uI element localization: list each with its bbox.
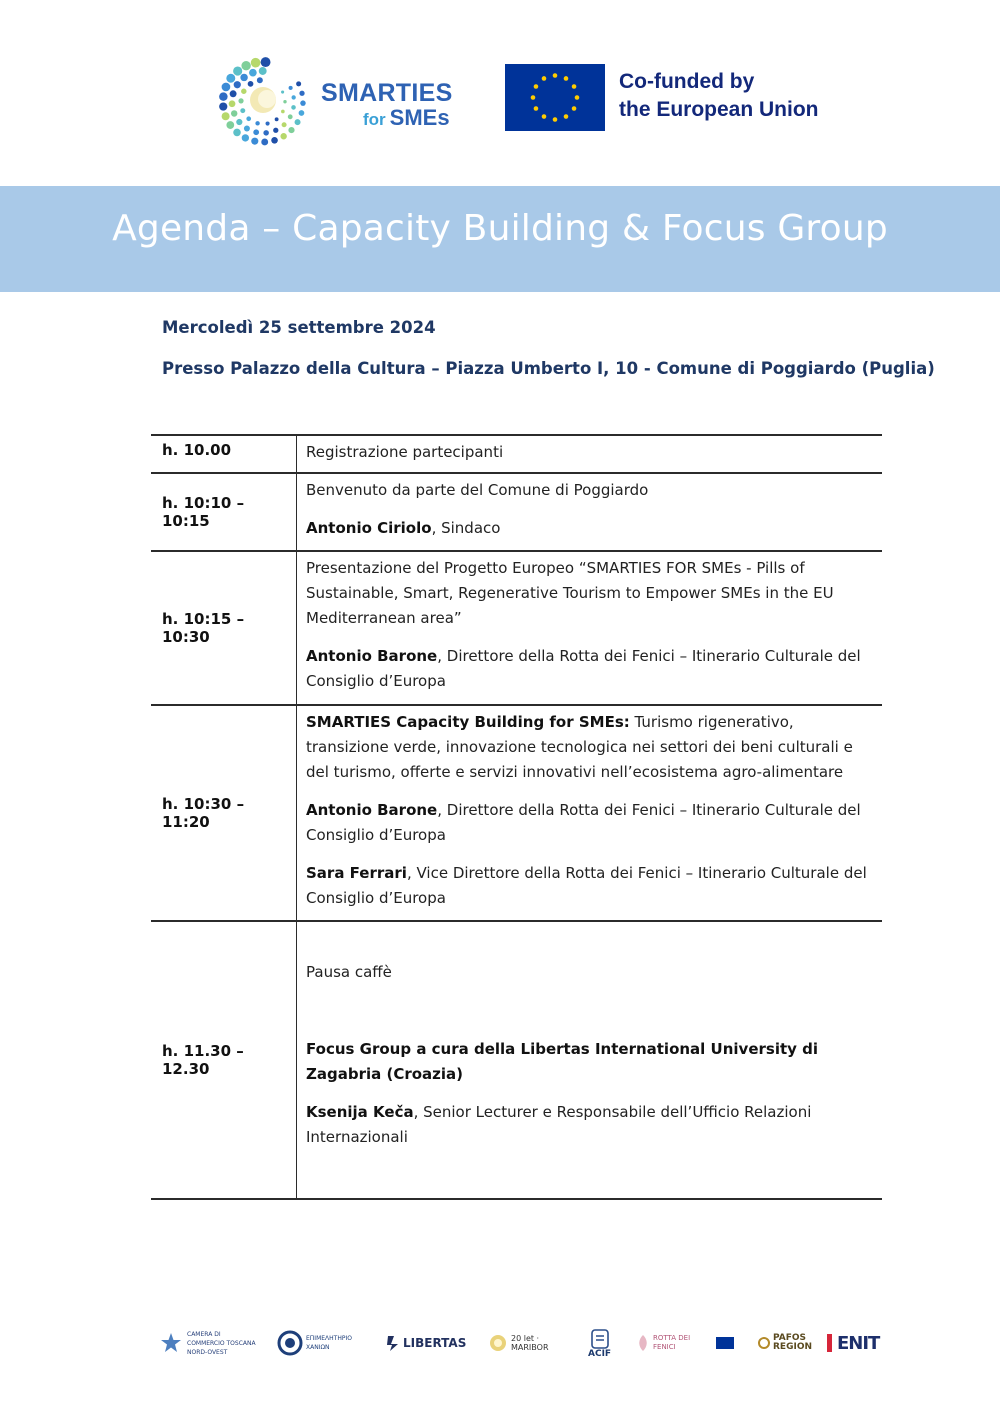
speaker-name: Antonio Ciriolo bbox=[306, 519, 432, 537]
eu-star-icon bbox=[575, 95, 580, 100]
partner-logo bbox=[160, 1318, 257, 1368]
logo-dot bbox=[281, 110, 285, 114]
logo-dot bbox=[300, 100, 306, 106]
agenda-time: h. 10:10 – 10:15 bbox=[151, 474, 297, 550]
agenda-speaker bbox=[306, 644, 876, 694]
enit-mark-icon bbox=[826, 1332, 834, 1354]
event-venue: Presso Palazzo della Cultura – Piazza Umberto I, 10 - Comune di Poggiardo (Puglia) bbox=[162, 359, 935, 378]
logo-dot bbox=[255, 121, 259, 125]
logo-dot bbox=[281, 90, 284, 93]
logo-dot bbox=[222, 83, 231, 92]
agenda-time: h. 11.30 – 12.30 bbox=[151, 922, 297, 1198]
logo-dot bbox=[280, 133, 286, 139]
eu-star-icon bbox=[572, 84, 577, 89]
rotta-fenici-icon bbox=[636, 1334, 650, 1352]
logo-dot bbox=[233, 66, 242, 75]
agenda-speaker bbox=[306, 798, 876, 848]
logo-dot bbox=[261, 139, 268, 146]
pafos-emblem-icon bbox=[757, 1336, 771, 1350]
logo-dot bbox=[295, 119, 301, 125]
partner-name: PAFOS REGION bbox=[773, 1333, 812, 1352]
eu-stars-icon bbox=[505, 64, 605, 131]
agenda-activity-title: Focus Group a cura della Libertas International University di Zagabria (Croazia) bbox=[306, 1040, 819, 1083]
agenda-description bbox=[297, 922, 882, 1198]
speaker-role: , Direttore della Rotta dei Fenici – Itinerario Culturale del Consiglio d’Europa bbox=[306, 647, 861, 690]
logo-dot bbox=[288, 127, 294, 133]
partner-logo bbox=[757, 1318, 813, 1368]
agenda-activity: Presentazione del Progetto Europeo “SMARTIES FOR SMEs - Pills of Sustainable, Smart, Regenerative Tourism to Empower SMEs in the EU Mediterranean area” bbox=[306, 559, 834, 627]
logo-dot bbox=[241, 89, 246, 94]
logo-dot bbox=[275, 117, 279, 121]
logo-dot bbox=[241, 61, 250, 70]
agenda-activity bbox=[306, 710, 876, 785]
logo-dot bbox=[296, 81, 301, 86]
logo-dot bbox=[253, 129, 259, 135]
eu-star-icon bbox=[572, 106, 577, 111]
logo-dot bbox=[259, 67, 267, 75]
partner-logo bbox=[636, 1318, 734, 1368]
logo-dot bbox=[231, 110, 237, 116]
smarties-logo-smes: SMEs bbox=[389, 105, 450, 130]
agenda-activity: Benvenuto da parte del Comune di Poggiardo bbox=[306, 481, 649, 499]
eu-star-icon bbox=[564, 114, 569, 119]
logo-dot bbox=[261, 57, 271, 67]
logo-dot bbox=[230, 90, 237, 97]
agenda-description bbox=[297, 706, 882, 920]
eu-star-icon bbox=[542, 114, 547, 119]
event-date: Mercoledì 25 settembre 2024 bbox=[162, 318, 436, 337]
eu-cofunded-line1: Co-funded by bbox=[619, 70, 755, 93]
speaker-name: Antonio Barone bbox=[306, 647, 438, 665]
eu-star-icon bbox=[531, 95, 536, 100]
agenda-activity-text: Turismo rigenerativo, transizione verde, innovazione tecnologica nei settori dei beni culturali e del turismo, offerte e servizi innovativi nell’ecosistema agro-alimentare bbox=[306, 713, 853, 781]
partner-logo bbox=[277, 1318, 366, 1368]
eu-star-icon bbox=[553, 73, 558, 78]
eu-cofunded-label bbox=[619, 68, 819, 124]
star-emblem-icon bbox=[160, 1332, 182, 1354]
partner-name: 20 let · MARIBOR bbox=[511, 1334, 549, 1352]
logo-dot bbox=[226, 74, 235, 83]
logo-dot bbox=[271, 137, 278, 144]
logo-dot bbox=[273, 128, 278, 133]
logo-dot bbox=[251, 58, 261, 68]
eu-star-icon bbox=[534, 106, 539, 111]
logo-dot bbox=[222, 112, 230, 120]
speaker-name: Ksenija Keča bbox=[306, 1103, 414, 1121]
partner-name: LIBERTAS bbox=[403, 1335, 467, 1350]
agenda-activity bbox=[306, 1037, 876, 1087]
logo-dot bbox=[244, 126, 250, 132]
partner-name: ACIF bbox=[588, 1348, 612, 1359]
logo-dot bbox=[219, 102, 227, 110]
eu-flag-icon bbox=[505, 64, 605, 131]
logo-dot bbox=[236, 119, 242, 125]
logo-dot bbox=[251, 138, 258, 145]
logo-dot bbox=[219, 92, 227, 100]
agenda-description bbox=[297, 474, 882, 550]
speaker-role: , Direttore della Rotta dei Fenici – Itinerario Culturale del Consiglio d’Europa bbox=[306, 801, 861, 844]
logo-dot bbox=[289, 86, 293, 90]
speaker-role: , Senior Lecturer e Responsabile dell’Ufficio Relazioni Internazionali bbox=[306, 1103, 812, 1146]
logo-dot bbox=[234, 81, 241, 88]
eu-star-icon bbox=[564, 76, 569, 81]
logo-dot bbox=[233, 129, 241, 137]
agenda-time: h. 10.00 bbox=[151, 436, 297, 472]
agenda-break: Pausa caffè bbox=[306, 963, 392, 981]
agenda-speaker bbox=[306, 516, 876, 541]
smarties-logo-for: for bbox=[363, 110, 386, 129]
agenda-description bbox=[297, 436, 882, 472]
partner-logo bbox=[488, 1318, 571, 1368]
eu-star-icon bbox=[542, 76, 547, 81]
agenda-row-registration bbox=[151, 434, 882, 472]
partner-logo bbox=[588, 1318, 611, 1368]
agenda-speaker bbox=[306, 861, 876, 911]
smarties-logo-title: SMARTIES bbox=[321, 79, 453, 107]
agenda-row-focus-group bbox=[151, 920, 882, 1200]
partner-name: CAMERA DI COMMERCIO TOSCANA NORD-OVEST bbox=[187, 1330, 256, 1356]
logo-dot bbox=[242, 134, 249, 141]
smarties-for-smes-logo bbox=[205, 55, 470, 150]
agenda-table bbox=[151, 434, 882, 1200]
partner-name: ROTTA DEI FENICI bbox=[653, 1334, 691, 1351]
agenda-description bbox=[297, 552, 882, 704]
logo-dot bbox=[229, 100, 236, 107]
eu-star-icon bbox=[534, 84, 539, 89]
logo-dot bbox=[265, 121, 269, 125]
agenda-time: h. 10:15 – 10:30 bbox=[151, 552, 297, 704]
logo-dot bbox=[240, 74, 247, 81]
smarties-dots-logo-icon bbox=[205, 55, 317, 150]
logo-dot bbox=[299, 110, 305, 116]
anniversary-emblem-icon bbox=[488, 1333, 508, 1353]
partner-logo bbox=[826, 1318, 879, 1368]
agenda-activity: Registrazione partecipanti bbox=[306, 443, 504, 461]
eu-star-icon bbox=[553, 117, 558, 122]
partner-logos bbox=[160, 1318, 900, 1368]
acif-emblem-icon bbox=[589, 1328, 611, 1350]
logo-dot bbox=[249, 69, 257, 77]
logo-dot bbox=[246, 116, 251, 121]
logo-dot bbox=[263, 130, 269, 136]
logo-dot bbox=[292, 95, 296, 99]
speaker-role: , Sindaco bbox=[431, 519, 501, 537]
logo-dot bbox=[257, 77, 263, 83]
eu-mini-flag-icon bbox=[716, 1337, 734, 1349]
logo-dot bbox=[240, 108, 245, 113]
partner-name: ENIT bbox=[837, 1332, 880, 1354]
logo-dot bbox=[291, 105, 296, 110]
logo-dot bbox=[299, 91, 304, 96]
speaker-name: Sara Ferrari bbox=[306, 864, 407, 882]
agenda-row-project-presentation bbox=[151, 550, 882, 704]
logo-dot bbox=[238, 98, 243, 103]
eu-cofunded-line2: the European Union bbox=[619, 98, 819, 121]
speaker-name: Antonio Barone bbox=[306, 801, 438, 819]
logo-dot bbox=[248, 81, 254, 87]
speaker-role: , Vice Direttore della Rotta dei Fenici – Itinerario Culturale del Consiglio d’Europa bbox=[306, 864, 867, 907]
logo-dot bbox=[226, 121, 234, 129]
agenda-row-capacity-building bbox=[151, 704, 882, 920]
logo-dot bbox=[288, 114, 293, 119]
agenda-speaker bbox=[306, 1100, 876, 1150]
page-title: Agenda – Capacity Building & Focus Group bbox=[112, 208, 888, 249]
agenda-activity-title: SMARTIES Capacity Building for SMEs: bbox=[306, 713, 630, 731]
round-seal-icon bbox=[277, 1330, 303, 1356]
logo-dot bbox=[282, 122, 287, 127]
partner-name: ΕΠΙΜΕΛΗΤΗΡΙΟ ΧΑΝΙΩΝ bbox=[306, 1335, 352, 1351]
libertas-mark-icon bbox=[386, 1334, 400, 1352]
partner-logo bbox=[386, 1318, 466, 1368]
smarties-logo-subtitle bbox=[363, 105, 450, 131]
agenda-time: h. 10:30 – 11:20 bbox=[151, 706, 297, 920]
logo-dot bbox=[283, 100, 286, 103]
agenda-row-welcome bbox=[151, 472, 882, 550]
